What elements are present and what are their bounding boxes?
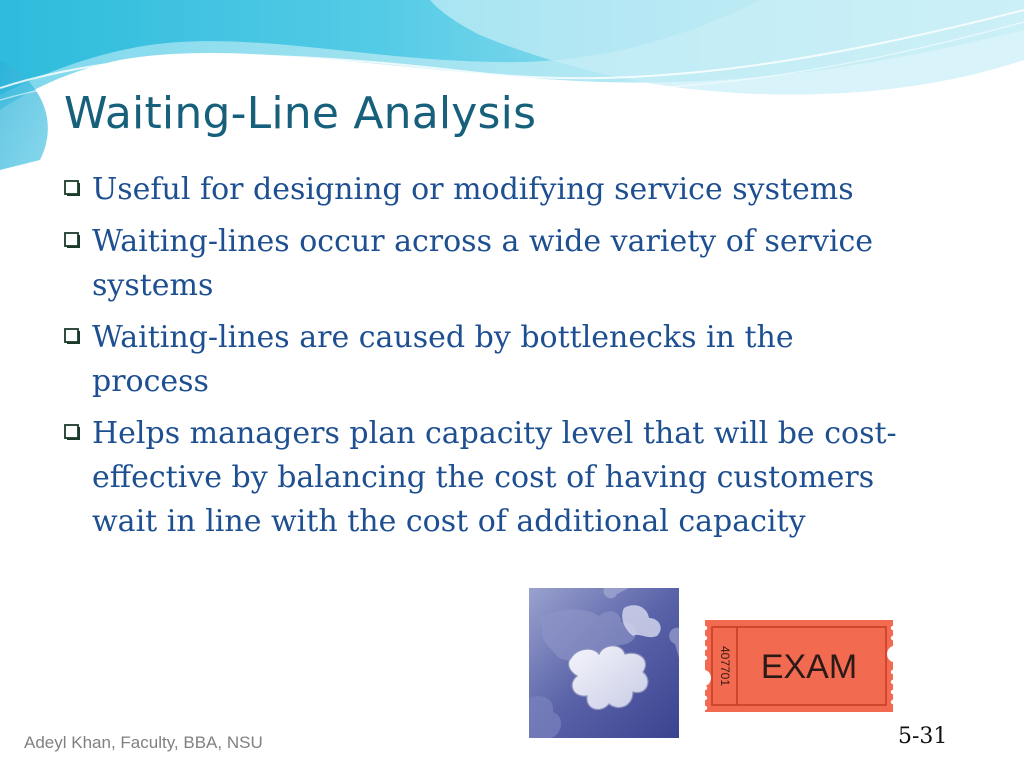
bullet-text: Waiting-lines are caused by bottlenecks in the process <box>92 320 794 399</box>
slide-number: 5-31 <box>898 724 948 749</box>
checkbox-bullet-icon <box>64 328 80 344</box>
slide-title: Waiting-Line Analysis <box>64 88 537 139</box>
ticket-label: EXAM <box>760 648 858 686</box>
bullet-list <box>62 168 912 552</box>
ticket-serial: 407701 <box>718 645 732 687</box>
bullet-text: Helps managers plan capacity level that will be cost-effective by balancing the cost of having customers wait in line with the cost of additional capacity <box>92 416 897 539</box>
checkbox-bullet-icon <box>64 180 80 196</box>
checkbox-bullet-icon <box>64 232 80 248</box>
bullet-item <box>62 168 912 212</box>
puzzle-pieces-image <box>529 588 679 738</box>
footer-author: Adeyl Khan, Faculty, BBA, NSU <box>24 733 263 752</box>
bullet-text: Waiting-lines occur across a wide variety of service systems <box>92 224 874 303</box>
bullet-item <box>62 316 912 404</box>
exam-ticket-image <box>699 616 899 716</box>
wave-header-decoration <box>0 0 1024 170</box>
bullet-item <box>62 220 912 308</box>
bullet-text: Useful for designing or modifying service systems <box>92 172 854 207</box>
checkbox-bullet-icon <box>64 424 80 440</box>
bullet-item <box>62 412 912 544</box>
